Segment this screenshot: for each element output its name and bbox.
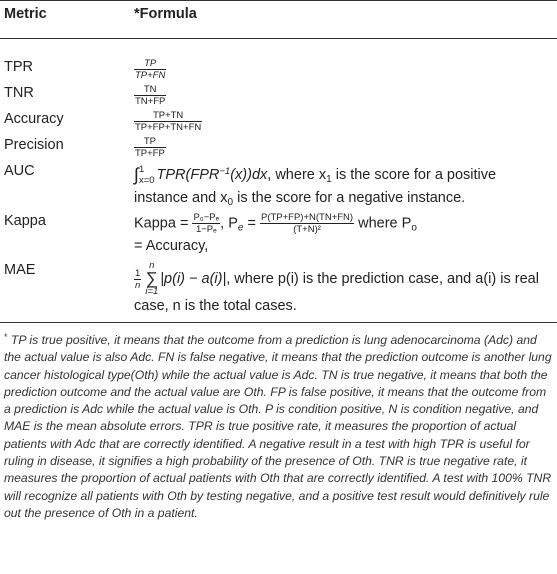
formula-cell xyxy=(134,162,552,212)
fraction xyxy=(134,110,202,133)
sum-lower: i=1 xyxy=(145,286,159,297)
fraction xyxy=(134,268,141,291)
fraction xyxy=(134,136,166,159)
po-subscript: o xyxy=(411,222,417,234)
numerator: P₀−Pₑ xyxy=(193,212,220,223)
denominator: 1−Pₑ xyxy=(195,224,217,235)
metric-label: Accuracy xyxy=(4,111,64,127)
formula-cell xyxy=(134,84,552,107)
numerator: TP xyxy=(134,136,166,148)
mae-expression: |p(i) − a(i)| xyxy=(160,270,227,287)
fraction xyxy=(192,212,220,235)
auc-text: , where x xyxy=(267,167,327,183)
kappa-text: , P xyxy=(220,215,238,232)
exponent: −1 xyxy=(219,166,231,177)
x1-subscript: 1 xyxy=(326,174,332,185)
metric-label: TNR xyxy=(4,85,34,101)
metric-label: TPR xyxy=(4,59,33,75)
pe-subscript: e xyxy=(237,222,244,234)
formula-cell xyxy=(134,110,552,133)
header-metric: Metric xyxy=(4,6,47,22)
kappa-text: = xyxy=(243,215,260,232)
footnote-mark: * xyxy=(4,332,8,342)
top-rule xyxy=(0,0,557,1)
denominator: TP+FN xyxy=(135,70,166,81)
formula-cell xyxy=(134,58,552,81)
numerator: TP xyxy=(134,58,166,70)
metric-label: AUC xyxy=(4,163,35,179)
kappa-text: where P xyxy=(354,215,412,232)
lower-limit: x=0 xyxy=(138,175,155,187)
integral-limits xyxy=(139,164,155,186)
kappa-lhs: Kappa = xyxy=(134,215,193,232)
denominator: TP+FP+TN+FN xyxy=(135,122,202,133)
auc-text: is the score for a negative instance. xyxy=(233,190,466,206)
header-formula: *Formula xyxy=(134,6,197,22)
kappa-tail: = Accuracy, xyxy=(134,238,209,255)
denominator: TP+FP xyxy=(135,148,165,159)
numerator: 1 xyxy=(135,267,141,279)
upper-limit: 1 xyxy=(138,164,145,176)
numerator: TP+TN xyxy=(134,110,202,122)
metric-label: Kappa xyxy=(4,213,46,229)
fraction xyxy=(260,212,354,235)
x0-subscript: 0 xyxy=(227,197,234,208)
integral-sign: ∫ xyxy=(134,164,139,185)
summation xyxy=(145,261,158,297)
fraction xyxy=(134,84,166,107)
sum-upper: n xyxy=(149,260,155,271)
formula-cell xyxy=(134,136,552,159)
metric-label: Precision xyxy=(4,137,64,153)
sigma-sign: ∑ xyxy=(145,269,158,288)
formula-cell xyxy=(134,261,552,316)
integrand-tail: (x))dx xyxy=(230,167,268,183)
metric-label: MAE xyxy=(4,262,36,278)
denominator: TN+FP xyxy=(135,96,166,107)
integrand: TPR(FPR xyxy=(156,167,220,183)
mae-text: , where p(i) is the prediction case, and a(i) is real case, n is the total cases. xyxy=(134,270,539,314)
denominator: n xyxy=(135,279,141,291)
header-rule xyxy=(0,38,557,39)
footnote-text: TP is true positive, it means that the outcome from a prediction is lung adenocarcinoma (Adc) and the actual value is also Adc. FN is false negative, it means that the prediction outcome is another lung cancer histological type(Oth) while the actual value is Adc. TN is true negative, it means that both the prediction outcome and the actual value are Oth. FP is false positive, it means that the outcome from a prediction is Adc while the actual value is Oth. P is condition positive, N is condition negative, and MAE is the mean absolute errors. TPR is true positive rate, it measures the proportion of actual patients with Adc that are correctly identified. A negative result in a test with high TPR is useful for ruling in disease, it signifies a high probability of the presence of Oth. TNR is true negative rate, it measures the proportion of actual patients with Oth that are correctly identified. A test with 100% TNR will recognize all patients with Oth by testing negative, and a positive test result would definitively rule out the presence of Oth in a patient. xyxy=(4,333,552,520)
table-footnote xyxy=(4,329,553,522)
auc-text: is the score for a positive instance and x xyxy=(134,167,497,206)
numerator: TN xyxy=(134,84,166,96)
formula-cell xyxy=(134,212,552,256)
numerator: P(TP+FP)+N(TN+FN) xyxy=(260,212,354,223)
bottom-rule xyxy=(0,322,557,323)
denominator: (T+N)² xyxy=(293,224,321,235)
fraction xyxy=(134,58,166,81)
